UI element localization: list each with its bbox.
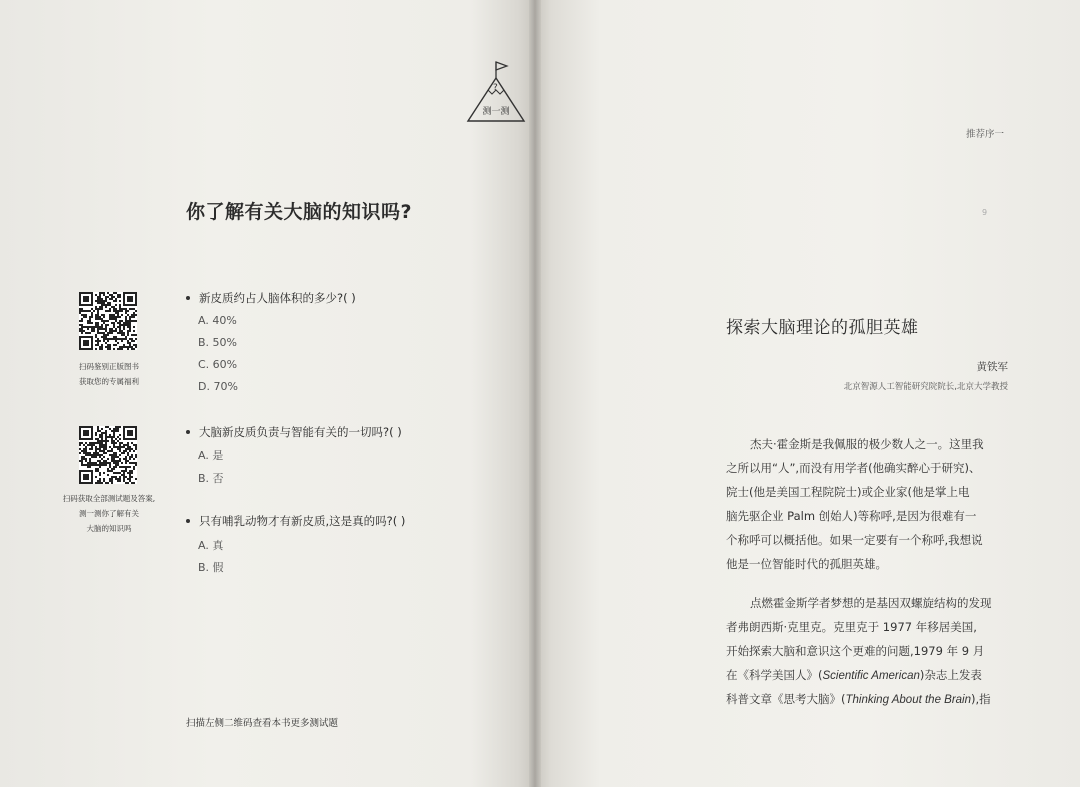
body-line: 杰夫·霍金斯是我佩服的极少数人之一。这里我 [750, 437, 984, 451]
bullet-icon [186, 296, 190, 300]
body-line [726, 667, 982, 683]
article-title: 探索大脑理论的孤胆英雄 [726, 318, 919, 338]
body-text: 科普文章《思考大脑》( [726, 692, 846, 706]
quiz-question [186, 290, 356, 306]
answer-option: A. 是 [198, 449, 224, 462]
quiz-question [186, 424, 402, 440]
page-mark: 9 [982, 208, 988, 217]
body-text: ),指 [971, 692, 991, 706]
body-line: 点燃霍金斯学者梦想的是基因双螺旋结构的发现 [750, 596, 992, 610]
qr-caption-line: 扫码获取全部测试题及答案, [62, 494, 156, 503]
qr-caption-quiz [40, 491, 178, 536]
qr-code-icon[interactable] [79, 426, 137, 484]
body-line [726, 691, 991, 707]
question-text: 大脑新皮质负责与智能有关的一切吗?( ) [199, 425, 402, 439]
svg-text:?: ? [493, 83, 498, 93]
body-line: 个称呼可以概括他。如果一定要有一个称呼,我想说 [726, 533, 983, 547]
author-name: 黄铁军 [976, 361, 1008, 373]
answer-option: B. 假 [198, 561, 224, 574]
body-line: 开始探索大脑和意识这个更难的问题,1979 年 9 月 [726, 644, 985, 658]
qr-caption-line: 扫码鉴别正版图书 [79, 362, 139, 371]
qr-caption-line: 获取您的专属福利 [79, 377, 139, 386]
author-role: 北京智源人工智能研究院院长,北京大学教授 [843, 382, 1008, 392]
answer-option: D. 70% [198, 380, 238, 393]
body-line: 者弗朗西斯·克里克。克里克于 1977 年移居美国, [726, 620, 977, 634]
english-title: Scientific American [822, 670, 920, 682]
qr-code-icon[interactable] [79, 292, 137, 350]
quiz-question [186, 513, 405, 529]
qr-caption-line: 测一测你了解有关 [79, 509, 139, 518]
english-title: Thinking About the Brain [845, 694, 972, 706]
answer-option: A. 真 [198, 539, 224, 552]
body-text: 在《科学美国人》( [726, 668, 823, 682]
page-footer-note: 扫描左侧二维码查看本书更多测试题 [186, 718, 339, 729]
answer-option: B. 否 [198, 472, 224, 485]
body-text: )杂志上发表 [919, 668, 982, 682]
body-line: 之所以用“人”,而没有用学者(他确实醉心于研究)、 [726, 461, 981, 475]
bullet-icon [186, 430, 190, 434]
quiz-title: 你了解有关大脑的知识吗? [186, 201, 413, 223]
qr-caption-line: 大脑的知识吗 [86, 524, 132, 533]
qr-caption-authenticity [58, 359, 160, 389]
answer-option: B. 50% [198, 336, 237, 349]
answer-option: A. 40% [198, 314, 237, 327]
body-line: 院士(他是美国工程院院士)或企业家(他是掌上电 [726, 485, 970, 499]
left-page [0, 0, 535, 787]
book-gutter [529, 0, 541, 787]
bullet-icon [186, 519, 190, 523]
body-line: 他是一位智能时代的孤胆英雄。 [726, 557, 887, 571]
answer-option: C. 60% [198, 358, 238, 371]
running-head: 推荐序一 [966, 129, 1005, 140]
body-line: 脑先驱企业 Palm 创始人)等称呼,是因为很难有一 [726, 509, 977, 523]
question-text: 新皮质约占人脑体积的多少?( ) [199, 291, 356, 305]
emblem-label: 测一测 [482, 107, 510, 117]
question-text: 只有哺乳动物才有新皮质,这是真的吗?( ) [199, 514, 406, 528]
